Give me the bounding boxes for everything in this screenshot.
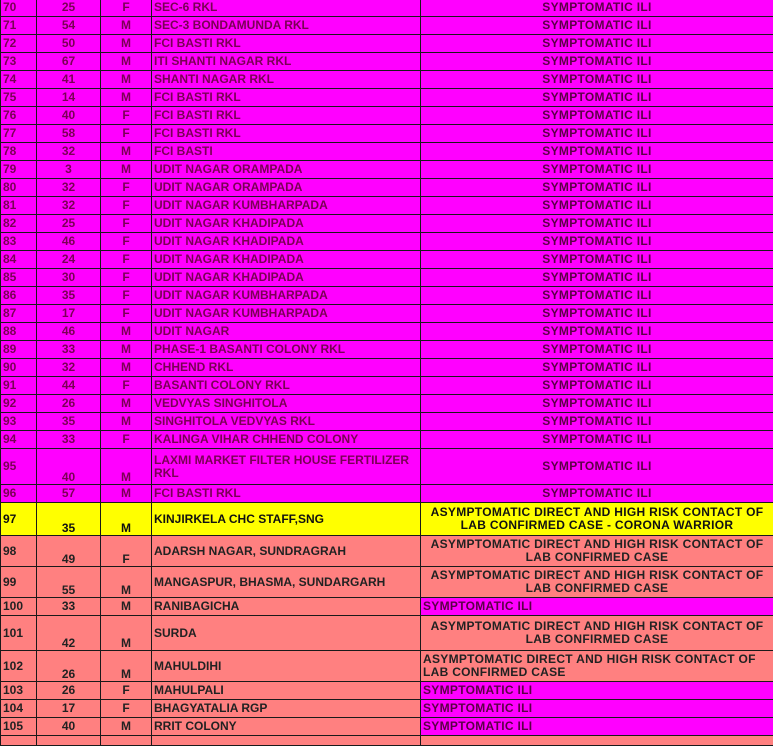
age-cell[interactable]: 3 [37,161,101,179]
age-cell[interactable]: 35 [37,503,101,536]
serial-number-cell[interactable]: 96 [1,485,37,503]
sex-cell[interactable]: F [101,536,152,567]
status-cell[interactable]: SYMPTOMATIC ILI [421,377,773,395]
status-cell[interactable]: SYMPTOMATIC ILI [421,269,773,287]
sex-cell[interactable]: F [101,377,152,395]
status-cell[interactable]: SYMPTOMATIC ILI [421,341,773,359]
sex-cell[interactable]: F [101,682,152,700]
address-cell[interactable]: UDIT NAGAR ORAMPADA [152,179,421,197]
serial-number-cell[interactable]: 71 [1,17,37,35]
status-cell[interactable]: ASYMPTOMATIC DIRECT AND HIGH RISK CONTACT OF LAB CONFIRMED CASE - CORONA WARRIOR [421,503,773,536]
serial-number-cell[interactable]: 75 [1,89,37,107]
sex-cell[interactable]: F [101,287,152,305]
address-cell[interactable]: UDIT NAGAR KHADIPADA [152,269,421,287]
table-row [1,413,773,431]
age-cell[interactable]: 25 [37,0,101,17]
address-cell[interactable]: UDIT NAGAR ORAMPADA [152,161,421,179]
status-cell[interactable]: SYMPTOMATIC ILI [421,71,773,89]
age-cell[interactable]: 32 [37,143,101,161]
serial-number-cell[interactable]: 101 [1,616,37,651]
age-cell[interactable]: 32 [37,179,101,197]
serial-number-cell[interactable]: 102 [1,651,37,682]
case-table-body [1,0,773,746]
sex-cell[interactable]: M [101,341,152,359]
table-row [1,449,773,485]
age-cell[interactable]: 35 [37,413,101,431]
sex-cell[interactable]: M [101,53,152,71]
table-row [1,287,773,305]
table-row [1,536,773,567]
table-row [1,125,773,143]
sex-cell[interactable]: F [101,233,152,251]
table-row [1,485,773,503]
status-cell[interactable]: SYMPTOMATIC ILI [421,53,773,71]
address-cell[interactable]: FCI BASTI RKL [152,89,421,107]
status-cell[interactable]: SYMPTOMATIC ILI [421,233,773,251]
age-cell[interactable]: 50 [37,35,101,53]
sex-cell[interactable]: M [101,616,152,651]
status-cell[interactable]: SYMPTOMATIC ILI [421,197,773,215]
age-cell[interactable]: 41 [37,71,101,89]
age-cell[interactable]: 32 [37,197,101,215]
address-cell[interactable]: FCI BASTI [152,143,421,161]
sex-cell[interactable]: F [101,269,152,287]
sex-cell[interactable] [101,736,152,746]
status-cell[interactable]: ASYMPTOMATIC DIRECT AND HIGH RISK CONTACT OF LAB CONFIRMED CASE [421,536,773,567]
table-row [1,682,773,700]
serial-number-cell[interactable]: 86 [1,287,37,305]
serial-number-cell[interactable]: 97 [1,503,37,536]
address-cell[interactable]: BASANTI COLONY RKL [152,377,421,395]
age-cell[interactable] [37,736,101,746]
table-row [1,269,773,287]
address-cell[interactable]: LAXMI MARKET FILTER HOUSE FERTILIZER RKL [152,449,421,485]
table-row [1,700,773,718]
address-cell[interactable]: RANIBAGICHA [152,598,421,616]
sex-cell[interactable]: F [101,179,152,197]
sex-cell[interactable]: M [101,651,152,682]
sex-cell[interactable]: M [101,71,152,89]
address-cell[interactable]: FCI BASTI RKL [152,125,421,143]
status-cell[interactable]: SYMPTOMATIC ILI [421,700,773,718]
address-cell[interactable]: SINGHITOLA VEDVYAS RKL [152,413,421,431]
address-cell[interactable]: FCI BASTI RKL [152,35,421,53]
age-cell[interactable]: 46 [37,323,101,341]
table-row [1,718,773,736]
table-row [1,431,773,449]
table-row [1,179,773,197]
sex-cell[interactable]: M [101,89,152,107]
serial-number-cell[interactable]: 90 [1,359,37,377]
table-row [1,567,773,598]
address-cell[interactable]: RRIT COLONY [152,718,421,736]
age-cell[interactable]: 35 [37,287,101,305]
status-cell[interactable]: SYMPTOMATIC ILI [421,395,773,413]
sex-cell[interactable]: M [101,35,152,53]
sex-cell[interactable]: M [101,17,152,35]
age-cell[interactable]: 42 [37,616,101,651]
serial-number-cell[interactable]: 89 [1,341,37,359]
sex-cell[interactable]: M [101,413,152,431]
address-cell[interactable]: MAHULPALI [152,682,421,700]
status-cell[interactable]: SYMPTOMATIC ILI [421,485,773,503]
age-cell[interactable]: 57 [37,485,101,503]
serial-number-cell[interactable]: 72 [1,35,37,53]
age-cell[interactable]: 46 [37,233,101,251]
age-cell[interactable]: 44 [37,377,101,395]
status-cell[interactable]: SYMPTOMATIC ILI [421,431,773,449]
address-cell[interactable]: UDIT NAGAR KUMBHARPADA [152,287,421,305]
serial-number-cell[interactable]: 81 [1,197,37,215]
table-row [1,107,773,125]
table-row [1,143,773,161]
status-cell[interactable]: SYMPTOMATIC ILI [421,682,773,700]
serial-number-cell[interactable]: 82 [1,215,37,233]
status-cell[interactable]: ASYMPTOMATIC DIRECT AND HIGH RISK CONTACT OF LAB CONFIRMED CASE [421,616,773,651]
address-cell[interactable]: UDIT NAGAR KHADIPADA [152,251,421,269]
address-cell[interactable]: MANGASPUR, BHASMA, SUNDARGARH [152,567,421,598]
sex-cell[interactable]: M [101,718,152,736]
sex-cell[interactable]: F [101,107,152,125]
table-row [1,233,773,251]
table-row [1,503,773,536]
sex-cell[interactable]: M [101,598,152,616]
serial-number-cell[interactable]: 100 [1,598,37,616]
status-cell[interactable]: SYMPTOMATIC ILI [421,305,773,323]
age-cell[interactable]: 24 [37,251,101,269]
table-row [1,0,773,17]
address-cell[interactable] [152,736,421,746]
address-cell[interactable]: PHASE-1 BASANTI COLONY RKL [152,341,421,359]
age-cell[interactable]: 40 [37,107,101,125]
age-cell[interactable]: 33 [37,598,101,616]
address-cell[interactable]: UDIT NAGAR [152,323,421,341]
sex-cell[interactable]: M [101,143,152,161]
age-cell[interactable]: 17 [37,305,101,323]
status-cell[interactable]: SYMPTOMATIC ILI [421,598,773,616]
table-row [1,651,773,682]
table-row [1,215,773,233]
status-cell[interactable]: SYMPTOMATIC ILI [421,89,773,107]
status-cell[interactable]: ASYMPTOMATIC DIRECT AND HIGH RISK CONTACT OF LAB CONFIRMED CASE [421,567,773,598]
status-cell[interactable]: SYMPTOMATIC ILI [421,107,773,125]
table-row [1,323,773,341]
table-row [1,197,773,215]
serial-number-cell[interactable]: 103 [1,682,37,700]
serial-number-cell[interactable]: 94 [1,431,37,449]
status-cell[interactable]: SYMPTOMATIC ILI [421,359,773,377]
table-row [1,305,773,323]
address-cell[interactable]: CHHEND RKL [152,359,421,377]
status-cell[interactable]: SYMPTOMATIC ILI [421,287,773,305]
serial-number-cell[interactable]: 93 [1,413,37,431]
status-cell[interactable]: SYMPTOMATIC ILI [421,251,773,269]
address-cell[interactable]: ADARSH NAGAR, SUNDRAGRAH [152,536,421,567]
serial-number-cell[interactable]: 78 [1,143,37,161]
address-cell[interactable]: VEDVYAS SINGHITOLA [152,395,421,413]
serial-number-cell[interactable]: 92 [1,395,37,413]
address-cell[interactable]: SURDA [152,616,421,651]
table-row [1,616,773,651]
address-cell[interactable]: KINJIRKELA CHC STAFF,SNG [152,503,421,536]
age-cell[interactable]: 33 [37,431,101,449]
serial-number-cell[interactable]: 83 [1,233,37,251]
serial-number-cell[interactable]: 104 [1,700,37,718]
serial-number-cell[interactable]: 99 [1,567,37,598]
table-row [1,53,773,71]
sex-cell[interactable]: M [101,503,152,536]
age-cell[interactable]: 26 [37,395,101,413]
table-row [1,17,773,35]
status-cell[interactable]: SYMPTOMATIC ILI [421,17,773,35]
table-row [1,71,773,89]
serial-number-cell[interactable]: 105 [1,718,37,736]
serial-number-cell[interactable]: 95 [1,449,37,485]
serial-number-cell[interactable]: 91 [1,377,37,395]
sex-cell[interactable]: F [101,251,152,269]
sex-cell[interactable]: M [101,395,152,413]
address-cell[interactable]: UDIT NAGAR KUMBHARPADA [152,197,421,215]
sex-cell[interactable]: F [101,125,152,143]
age-cell[interactable]: 40 [37,449,101,485]
serial-number-cell[interactable] [1,736,37,746]
address-cell[interactable]: SEC-6 RKL [152,0,421,17]
sex-cell[interactable]: M [101,161,152,179]
address-cell[interactable]: MAHULDIHI [152,651,421,682]
sex-cell[interactable]: M [101,485,152,503]
address-cell[interactable]: FCI BASTI RKL [152,485,421,503]
table-row [1,377,773,395]
serial-number-cell[interactable]: 73 [1,53,37,71]
serial-number-cell[interactable]: 70 [1,0,37,17]
serial-number-cell[interactable]: 77 [1,125,37,143]
table-row [1,395,773,413]
status-cell[interactable]: SYMPTOMATIC ILI [421,215,773,233]
address-cell[interactable]: UDIT NAGAR KUMBHARPADA [152,305,421,323]
sex-cell[interactable]: M [101,567,152,598]
age-cell[interactable]: 49 [37,536,101,567]
age-cell[interactable]: 55 [37,567,101,598]
status-cell[interactable]: SYMPTOMATIC ILI [421,449,773,485]
age-cell[interactable]: 26 [37,682,101,700]
status-cell[interactable]: SYMPTOMATIC ILI [421,161,773,179]
age-cell[interactable]: 58 [37,125,101,143]
address-cell[interactable]: UDIT NAGAR KHADIPADA [152,215,421,233]
serial-number-cell[interactable]: 88 [1,323,37,341]
serial-number-cell[interactable]: 85 [1,269,37,287]
status-cell[interactable] [421,736,773,746]
serial-number-cell[interactable]: 98 [1,536,37,567]
age-cell[interactable]: 14 [37,89,101,107]
serial-number-cell[interactable]: 74 [1,71,37,89]
table-row [1,89,773,107]
age-cell[interactable]: 30 [37,269,101,287]
sex-cell[interactable]: F [101,700,152,718]
serial-number-cell[interactable]: 80 [1,179,37,197]
address-cell[interactable]: BHAGYATALIA RGP [152,700,421,718]
age-cell[interactable]: 54 [37,17,101,35]
status-cell[interactable]: SYMPTOMATIC ILI [421,125,773,143]
sex-cell[interactable]: F [101,305,152,323]
age-cell[interactable]: 67 [37,53,101,71]
address-cell[interactable]: FCI BASTI RKL [152,107,421,125]
address-cell[interactable]: ITI SHANTI NAGAR RKL [152,53,421,71]
table-row [1,35,773,53]
table-row [1,359,773,377]
status-cell[interactable]: SYMPTOMATIC ILI [421,718,773,736]
address-cell[interactable]: KALINGA VIHAR CHHEND COLONY [152,431,421,449]
serial-number-cell[interactable]: 84 [1,251,37,269]
age-cell[interactable]: 33 [37,341,101,359]
table-row [1,598,773,616]
status-cell[interactable]: ASYMPTOMATIC DIRECT AND HIGH RISK CONTACT OF LAB CONFIRMED CASE [421,651,773,682]
status-cell[interactable]: SYMPTOMATIC ILI [421,143,773,161]
sex-cell[interactable]: F [101,0,152,17]
serial-number-cell[interactable]: 76 [1,107,37,125]
sex-cell[interactable]: F [101,431,152,449]
age-cell[interactable]: 25 [37,215,101,233]
age-cell[interactable]: 40 [37,718,101,736]
status-cell[interactable]: SYMPTOMATIC ILI [421,0,773,17]
table-row [1,251,773,269]
status-cell[interactable]: SYMPTOMATIC ILI [421,413,773,431]
sex-cell[interactable]: F [101,197,152,215]
age-cell[interactable]: 17 [37,700,101,718]
serial-number-cell[interactable]: 79 [1,161,37,179]
table-row [1,341,773,359]
sex-cell[interactable]: M [101,449,152,485]
address-cell[interactable]: UDIT NAGAR KHADIPADA [152,233,421,251]
serial-number-cell[interactable]: 87 [1,305,37,323]
age-cell[interactable]: 32 [37,359,101,377]
age-cell[interactable]: 26 [37,651,101,682]
status-cell[interactable]: SYMPTOMATIC ILI [421,179,773,197]
status-cell[interactable]: SYMPTOMATIC ILI [421,323,773,341]
sex-cell[interactable]: F [101,215,152,233]
status-cell[interactable]: SYMPTOMATIC ILI [421,35,773,53]
address-cell[interactable]: SEC-3 BONDAMUNDA RKL [152,17,421,35]
table-row [1,161,773,179]
address-cell[interactable]: SHANTI NAGAR RKL [152,71,421,89]
sex-cell[interactable]: M [101,359,152,377]
table-row [1,736,773,746]
sex-cell[interactable]: M [101,323,152,341]
